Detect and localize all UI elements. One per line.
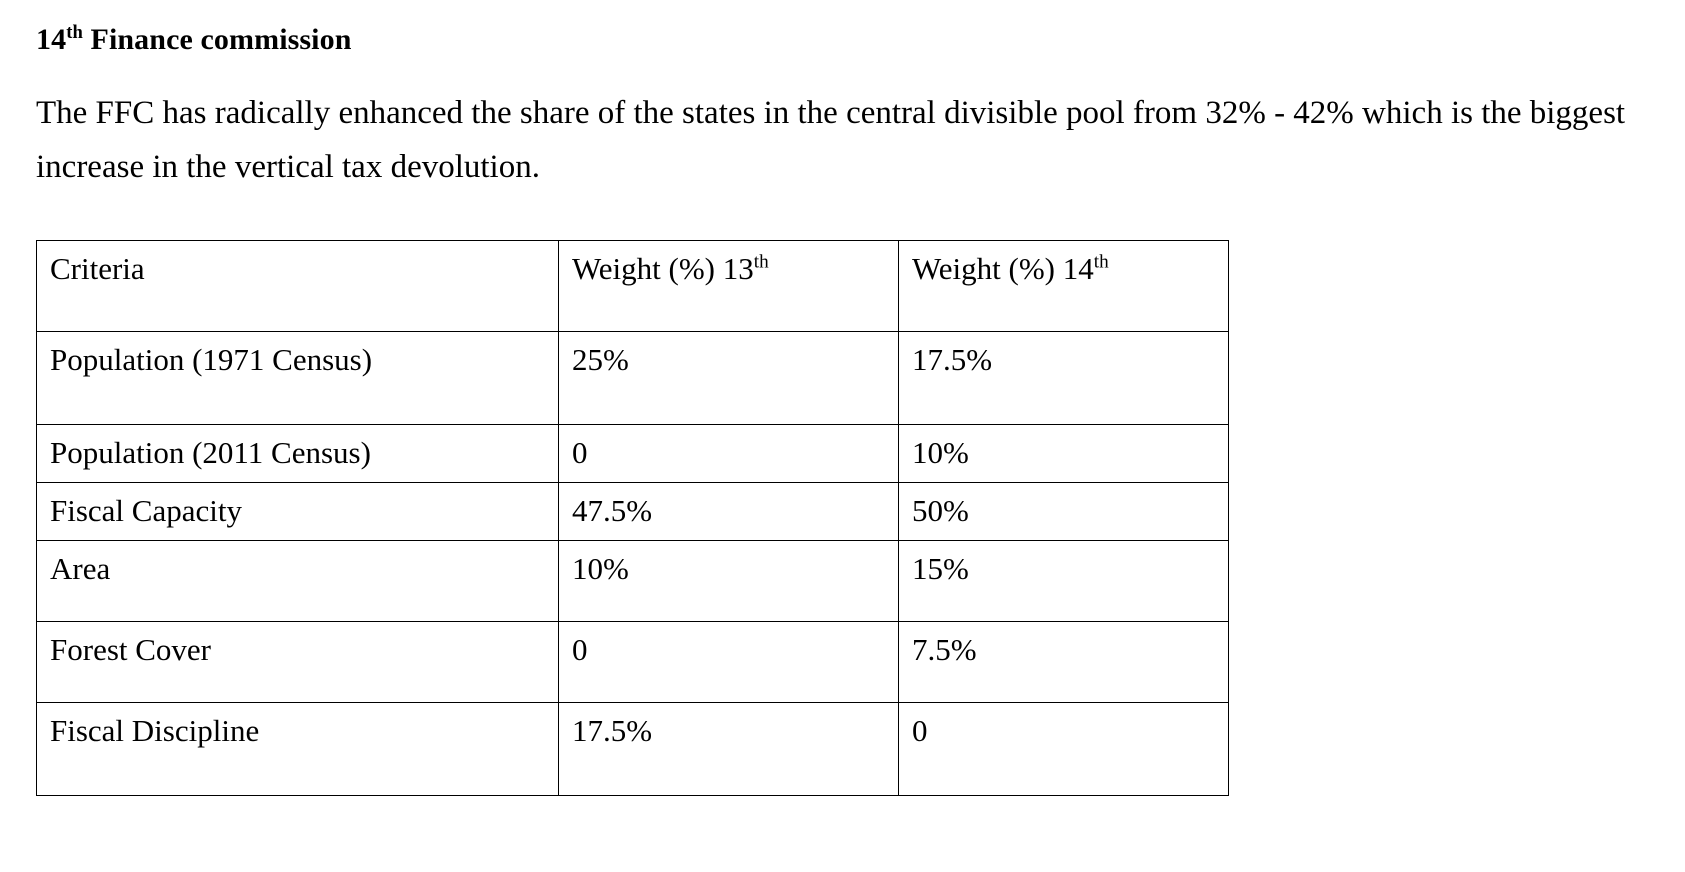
page-title — [36, 22, 1649, 58]
table-row — [37, 332, 1229, 425]
criteria-weights-table — [36, 240, 1229, 796]
column-header-weight-13th-ordinal: th — [753, 251, 769, 273]
column-header-weight-14th — [899, 241, 1229, 332]
table-header-row — [37, 241, 1229, 332]
cell-weight-13th: 0 — [559, 425, 899, 483]
cell-weight-14th: 50% — [899, 482, 1229, 540]
table-row — [37, 425, 1229, 483]
column-header-criteria-label: Criteria — [50, 251, 145, 287]
table-row — [37, 540, 1229, 621]
cell-weight-13th: 17.5% — [559, 702, 899, 795]
page-title-number: 14 — [36, 23, 67, 56]
cell-weight-14th: 0 — [899, 702, 1229, 795]
cell-criteria: Forest Cover — [37, 621, 559, 702]
column-header-weight-14th-label: Weight (%) 14 — [912, 251, 1094, 287]
column-header-weight-14th-ordinal: th — [1093, 251, 1109, 273]
cell-criteria: Fiscal Capacity — [37, 482, 559, 540]
cell-criteria: Population (2011 Census) — [37, 425, 559, 483]
cell-weight-14th: 7.5% — [899, 621, 1229, 702]
page-title-ordinal-suffix: th — [66, 22, 83, 43]
cell-criteria: Population (1971 Census) — [37, 332, 559, 425]
table-row — [37, 482, 1229, 540]
column-header-weight-13th — [559, 241, 899, 332]
page-title-text: Finance commission — [82, 23, 352, 56]
cell-criteria: Fiscal Discipline — [37, 702, 559, 795]
cell-weight-13th: 25% — [559, 332, 899, 425]
cell-weight-14th: 17.5% — [899, 332, 1229, 425]
column-header-weight-13th-label: Weight (%) 13 — [572, 251, 754, 287]
cell-weight-14th: 10% — [899, 425, 1229, 483]
table-row — [37, 621, 1229, 702]
cell-weight-13th: 10% — [559, 540, 899, 621]
cell-weight-13th: 0 — [559, 621, 899, 702]
cell-criteria: Area — [37, 540, 559, 621]
cell-weight-14th: 15% — [899, 540, 1229, 621]
intro-paragraph: The FFC has radically enhanced the share of the states in the central divisible pool from 32% - 42% which is the biggest increase in the vertical tax devolution. — [36, 95, 1626, 186]
table-row — [37, 702, 1229, 795]
cell-weight-13th: 47.5% — [559, 482, 899, 540]
column-header-criteria — [37, 241, 559, 332]
